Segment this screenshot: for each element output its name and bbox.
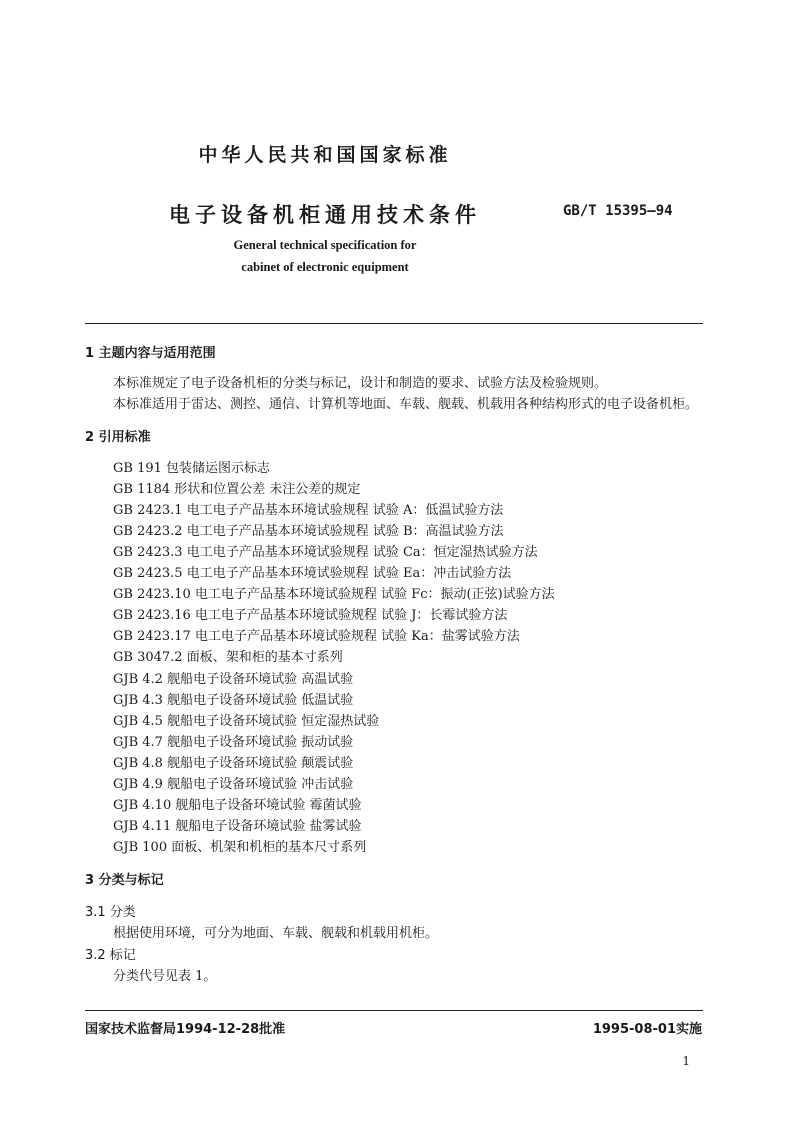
footer-divider bbox=[85, 1010, 703, 1011]
reference-item: GB 2423.16 电工电子产品基本环境试验规程 试验 J：长霉试验方法 bbox=[113, 608, 508, 623]
reference-item: GJB 4.8 舰船电子设备环境试验 颠震试验 bbox=[113, 756, 354, 771]
national-standard-heading: 中华人民共和国国家标准 bbox=[198, 144, 452, 166]
section-3-2-heading: 3.2 标记 bbox=[85, 948, 136, 963]
reference-item: GJB 4.10 舰船电子设备环境试验 霉菌试验 bbox=[113, 798, 362, 813]
reference-item: GB 2423.5 电工电子产品基本环境试验规程 试验 Ea：冲击试验方法 bbox=[113, 566, 512, 581]
section-3-heading: 3 分类与标记 bbox=[85, 873, 164, 888]
section-3-1-text: 根据使用环境，可分为地面、车载、舰载和机载用机柜。 bbox=[113, 926, 439, 941]
implementation-date: 1995-08-01实施 bbox=[592, 1022, 702, 1037]
reference-item: GJB 4.11 舰船电子设备环境试验 盐雾试验 bbox=[113, 819, 362, 834]
reference-item: GB 2423.1 电工电子产品基本环境试验规程 试验 A：低温试验方法 bbox=[113, 503, 504, 518]
section-1-heading: 1 主题内容与适用范围 bbox=[85, 346, 216, 361]
reference-item: GB 2423.10 电工电子产品基本环境试验规程 试验 Fc：振动(正弦)试验方法 bbox=[113, 587, 555, 602]
reference-item: GB 2423.2 电工电子产品基本环境试验规程 试验 B：高温试验方法 bbox=[113, 524, 504, 539]
reference-item: GB 3047.2 面板、架和柜的基本寸系列 bbox=[113, 650, 343, 665]
reference-item: GJB 4.3 舰船电子设备环境试验 低温试验 bbox=[113, 693, 354, 708]
document-title-en-line1: General technical specification for bbox=[233, 238, 417, 252]
header-divider bbox=[85, 323, 703, 324]
section-2-heading: 2 引用标准 bbox=[85, 430, 151, 445]
reference-item: GB 2423.17 电工电子产品基本环境试验规程 试验 Ka：盐雾试验方法 bbox=[113, 629, 520, 644]
section-1-para-2: 本标准适用于雷达、测控、通信、计算机等地面、车载、舰载、机载用各种结构形式的电子设备机柜。 bbox=[113, 397, 699, 412]
reference-item: GB 191 包装储运图示标志 bbox=[113, 461, 271, 476]
document-title-cn: 电子设备机柜通用技术条件 bbox=[169, 203, 481, 227]
reference-item: GJB 4.9 舰船电子设备环境试验 冲击试验 bbox=[113, 777, 354, 792]
document-title-en-line2: cabinet of electronic equipment bbox=[241, 260, 409, 274]
reference-item: GJB 4.5 舰船电子设备环境试验 恒定湿热试验 bbox=[113, 714, 380, 729]
section-3-1-heading: 3.1 分类 bbox=[85, 905, 136, 920]
page-number: 1 bbox=[682, 1054, 690, 1068]
approval-note: 国家技术监督局1994-12-28批准 bbox=[85, 1022, 286, 1037]
reference-item: GJB 4.2 舰船电子设备环境试验 高温试验 bbox=[113, 672, 354, 687]
reference-item: GB 1184 形状和位置公差 未注公差的规定 bbox=[113, 482, 361, 497]
section-3-2-text: 分类代号见表 1。 bbox=[113, 969, 217, 984]
reference-item: GJB 4.7 舰船电子设备环境试验 振动试验 bbox=[113, 735, 354, 750]
standard-number: GB/T 15395—94 bbox=[563, 203, 673, 219]
section-1-para-1: 本标准规定了电子设备机柜的分类与标记，设计和制造的要求、试验方法及检验规则。 bbox=[113, 376, 608, 391]
reference-item: GB 2423.3 电工电子产品基本环境试验规程 试验 Ca：恒定湿热试验方法 bbox=[113, 545, 538, 560]
reference-item: GJB 100 面板、机架和机柜的基本尺寸系列 bbox=[113, 840, 367, 855]
